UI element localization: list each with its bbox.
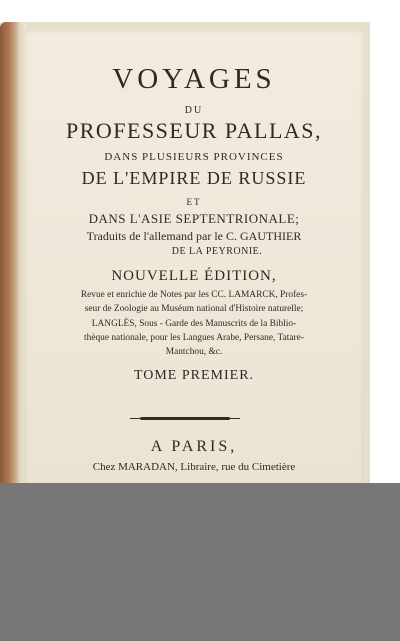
title-page xyxy=(24,30,364,490)
title-line-1: VOYAGES xyxy=(112,63,276,95)
subtitle-empire: DE L'EMPIRE DE RUSSIE xyxy=(81,168,307,188)
volume-heading: TOME PREMIER. xyxy=(133,368,255,383)
subtitle-provinces: DANS PLUSIEURS PROVINCES xyxy=(104,151,284,163)
revision-line: LANGLÈS, Sous - Garde des Manuscrits de la Biblio- xyxy=(91,319,297,329)
imprint-publisher: Chez MARADAN, Libraire, rue du Cimetière xyxy=(92,461,296,473)
edition-heading: NOUVELLE ÉDITION, xyxy=(111,268,277,284)
revision-line: seur de Zoologie au Muséum national d'Histoire naturelle; xyxy=(84,304,304,314)
title-line-2: PROFESSEUR PALLAS, xyxy=(65,118,323,143)
ornamental-rule xyxy=(140,417,230,420)
translator-line-2: DE LA PEYRONIE. xyxy=(171,246,263,257)
revision-line: Revue et enrichie de Notes par les CC. LAMARCK, Profes- xyxy=(80,290,308,300)
gray-overlay-band xyxy=(0,483,400,641)
imprint-city: A PARIS, xyxy=(150,438,238,455)
translator-line-1: Traduits de l'allemand par le C. GAUTHIER xyxy=(86,229,302,243)
book-spine xyxy=(0,22,20,492)
subtitle-et: ET xyxy=(186,197,202,207)
revision-line: thèque nationale, pour les Langues Arabe, Persane, Tatare- xyxy=(84,333,304,343)
subtitle-asie: DANS L'ASIE SEPTENTRIONALE; xyxy=(88,211,300,226)
title-du: DU xyxy=(184,105,204,116)
revision-line: Mantchou, &c. xyxy=(165,347,223,357)
